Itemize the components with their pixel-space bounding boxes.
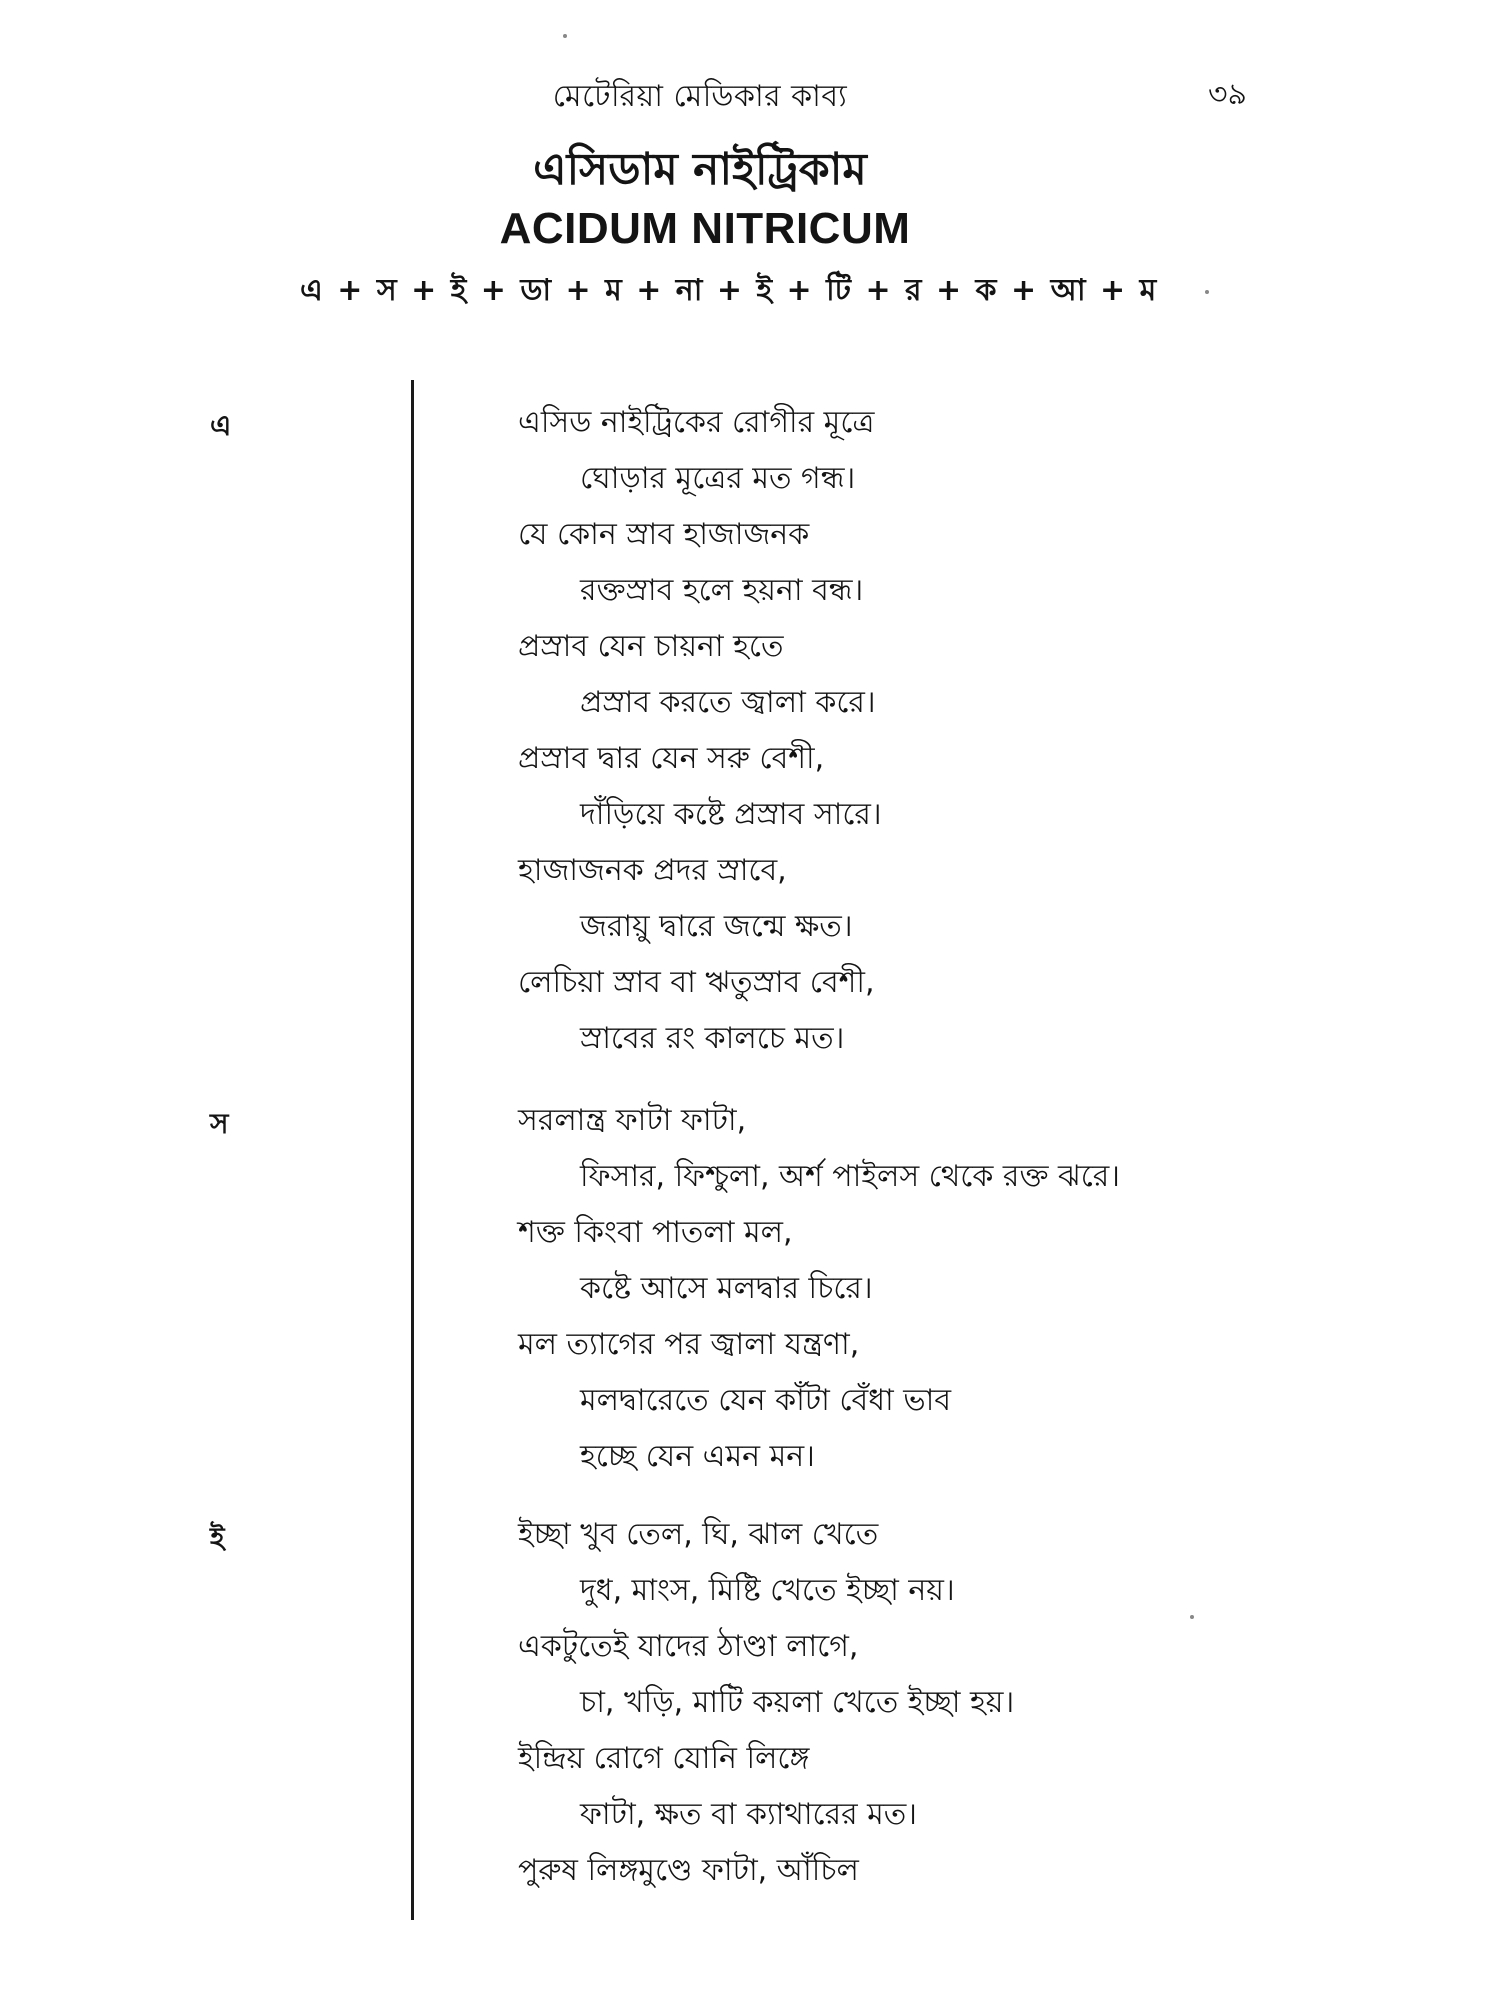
verse-line: প্রস্রাব করতে জ্বালা করে। [580,685,876,720]
verse-line: প্রস্রাব যেন চায়না হতে [518,629,784,664]
running-title: মেটেরিয়া মেডিকার কাব্য [552,79,848,114]
scan-speck [563,34,567,38]
verse-line: যে কোন স্রাব হাজাজনক [518,517,810,552]
verse-line: সরলান্ত্র ফাটা ফাটা, [518,1103,747,1138]
verse-line: জরায়ু দ্বারে জন্মে ক্ষত। [580,909,853,944]
verse-line: পুরুষ লিঙ্গমুণ্ডে ফাটা, আঁচিল [518,1853,859,1888]
remedy-title-bengali: এসিডাম নাইট্রিকাম [533,144,867,195]
verse-line: কষ্টে আসে মলদ্বার চিরে। [580,1271,873,1306]
verse-line: হাজাজনক প্রদর স্রাবে, [518,853,787,888]
verse-line: দাঁড়িয়ে কষ্টে প্রস্রাব সারে। [580,797,882,832]
scan-speck [1190,1615,1194,1619]
section-marker: স [210,1107,229,1140]
verse-line: লেচিয়া স্রাব বা ঋতুস্রাব বেশী, [518,965,875,1000]
verse-line: হচ্ছে যেন এমন মন। [580,1439,815,1474]
verse-line: ইন্দ্রিয় রোগে যোনি লিঙ্গে [518,1741,810,1776]
page-number: ৩৯ [1208,77,1247,112]
verse-line: ফিসার, ফিশ্চুলা, অর্শ পাইলস থেকে রক্ত ঝরে। [580,1159,1121,1194]
remedy-title-english: ACIDUM NITRICUM [499,204,911,253]
verse-line: স্রাবের রং কালচে মত। [580,1021,845,1056]
verse-line: একটুতেই যাদের ঠাণ্ডা লাগে, [518,1629,859,1664]
section-marker: ই [210,1521,225,1554]
section-marker: এ [210,409,232,442]
verse-line: রক্তস্রাব হলে হয়না বন্ধ। [580,573,864,608]
letter-formula: এ + স + ই + ডা + ম + না + ই + টি + র + ক + আ + ম [300,273,1157,308]
verse-line: মল ত্যাগের পর জ্বালা যন্ত্রণা, [518,1327,860,1362]
verse-line: মলদ্বারেতে যেন কাঁটা বেঁধা ভাব [580,1383,952,1418]
verse-line: শক্ত কিংবা পাতলা মল, [518,1215,793,1250]
margin-divider-rule [411,380,414,1920]
scan-speck [1205,290,1209,294]
verse-line: ইচ্ছা খুব তেল, ঘি, ঝাল খেতে [518,1517,879,1552]
verse-line: প্রস্রাব দ্বার যেন সরু বেশী, [518,741,825,776]
verse-line: এসিড নাইট্রিকের রোগীর মূত্রে [518,405,875,440]
verse-line: ঘোড়ার মূত্রের মত গন্ধ। [580,461,856,496]
verse-line: ফাটা, ক্ষত বা ক্যাথারের মত। [580,1797,918,1832]
verse-line: চা, খড়ি, মাটি কয়লা খেতে ইচ্ছা হয়। [580,1685,1015,1720]
verse-line: দুধ, মাংস, মিষ্টি খেতে ইচ্ছা নয়। [580,1573,955,1608]
